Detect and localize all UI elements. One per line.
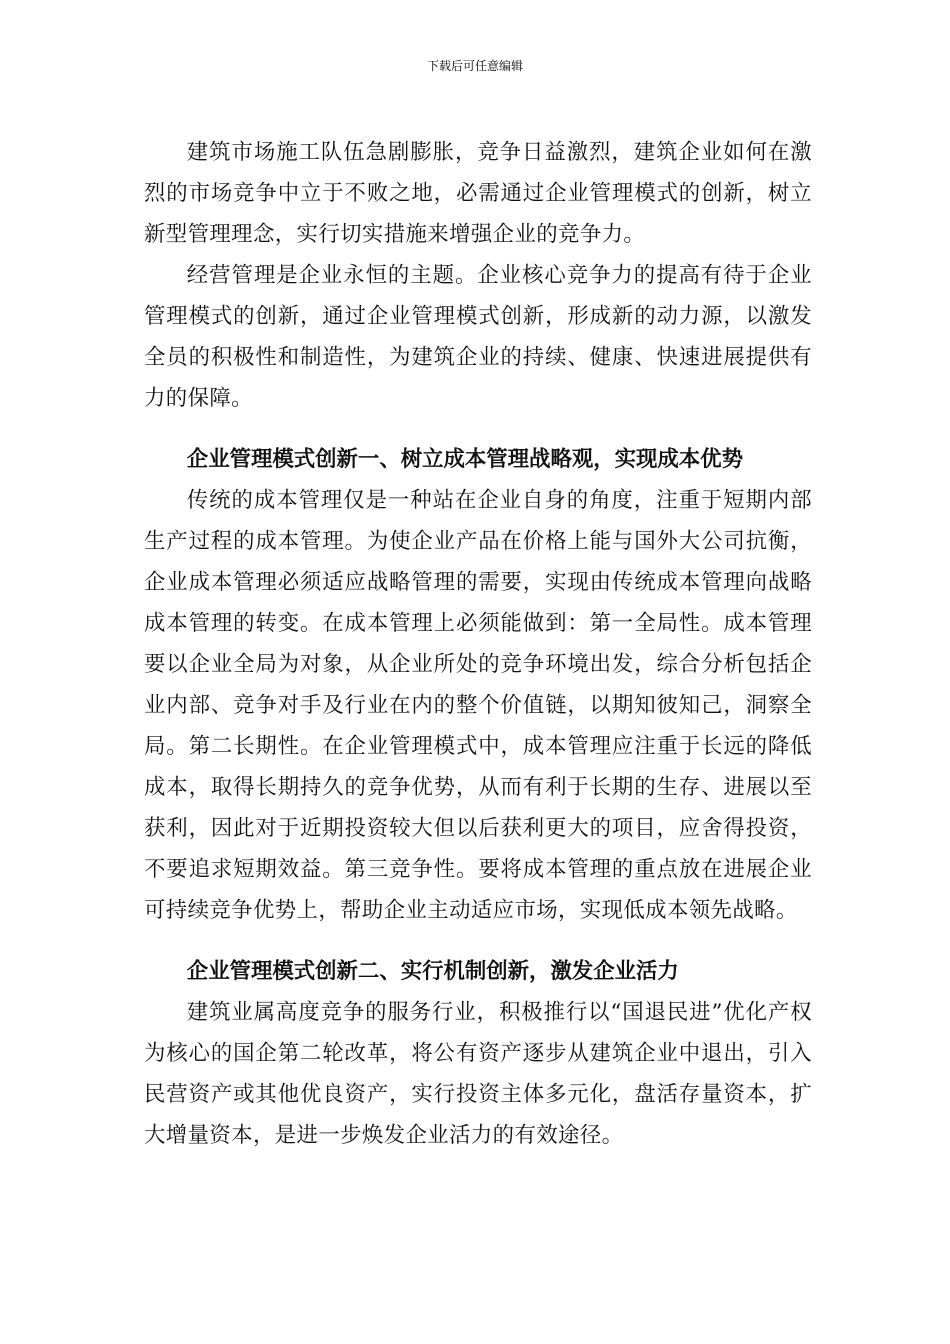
section-1-paragraph: 传统的成本管理仅是一种站在企业自身的角度，注重于短期内部生产过程的成本管理。为使企业产品在价格上能与国外大公司抗衡，企业成本管理必须适应战略管理的需要，实现由传统成本管理向战略成本管理的转变。在成本管理上必须能做到：第一全局性。成本管理要以企业全局为对象，从企业所处的竞争环境出发，综合分析包括企业内部、竞争对手及行业在内的整个价值链，以期知彼知己，洞察全局。第二长期性。在企业管理模式中，成本管理应注重于长远的降低成本，取得长期持久的竞争优势，从而有利于长期的生存、进展以至获利，因此对于近期投资较大但以后获利更大的项目，应舍得投资，不要追求短期效益。第三竞争性。要将成本管理的重点放在进展企业可持续竞争优势上，帮助企业主动适应市场，实现低成本领先战略。	[144, 488, 812, 923]
section-2-heading: 企业管理模式创新二、实行机制创新，激发企业活力	[186, 959, 679, 984]
section-2-paragraph: 建筑业属高度竞争的服务行业，积极推行以“国退民进”优化产权为核心的国企第二轮改革，将公有资产逐步从建筑企业中退出，引入民营资产或其他优良资产，实行投资主体多元化，盘活存量资本，扩大增量资本，是进一步焕发企业活力的有效途径。	[144, 1000, 812, 1148]
page-header: 下载后可任意编辑	[426, 59, 523, 73]
section-spacer	[144, 419, 812, 439]
section-1-heading: 企业管理模式创新一、树立成本管理战略观，实现成本优势	[186, 447, 743, 472]
intro-paragraph-2: 经营管理是企业永恒的主题。企业核心竞争力的提高有待于企业管理模式的创新，通过企业管理模式创新，形成新的动力源，以激发全员的积极性和制造性，为建筑企业的持续、健康、快速进展提供有力的保障。	[144, 263, 812, 411]
document-body	[144, 132, 812, 1156]
section-spacer	[144, 931, 812, 951]
intro-paragraph-1: 建筑市场施工队伍急剧膨胀，竞争日益激烈，建筑企业如何在激烈的市场竞争中立于不败之地，必需通过企业管理模式的创新，树立新型管理理念，实行切实措施来增强企业的竞争力。	[144, 140, 812, 247]
